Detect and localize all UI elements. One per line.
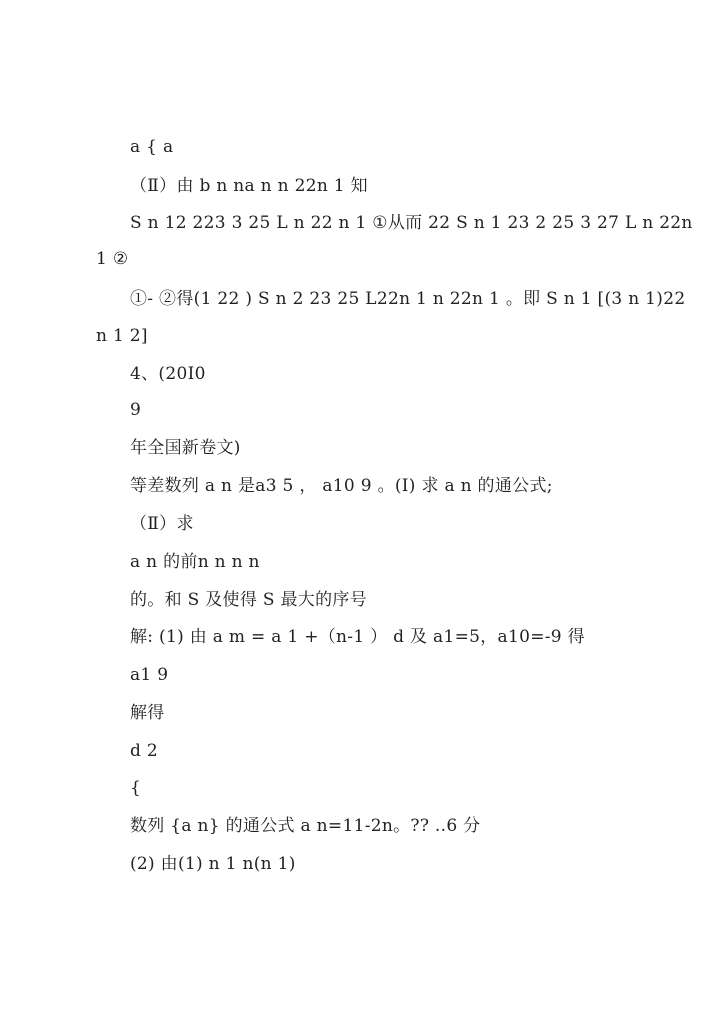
- text-line-3: S n 12 223 3 25 L n 22 n 1 ①从而 22 S n 1 23 2 25 3 27 L n 22n: [130, 213, 693, 233]
- text-line-10: 等差数列 a n 是a3 5 ， a10 9 。(Ⅰ) 求 a n 的通公式;: [130, 476, 553, 496]
- text-line-5: ①- ②得(1 22 ) S n 2 23 25 L22n 1 n 22n 1 。即 S n 1 [(3 n 1)22: [130, 289, 686, 309]
- text-line-2: （Ⅱ）由 b n na n n 22n 1 知: [130, 176, 368, 196]
- text-line-14: 解: (1) 由 a m = a 1 +（n-1 ） d 及 a1=5，a10=-9 得: [130, 627, 585, 647]
- text-line-20: (2) 由(1) n 1 n(n 1): [130, 854, 296, 874]
- text-line-17: d 2: [130, 741, 159, 761]
- text-line-16: 解得: [130, 703, 165, 723]
- text-line-15: a1 9: [130, 665, 169, 685]
- text-line-7: 4、(20I0: [130, 364, 206, 384]
- text-line-4: 1 ②: [96, 249, 129, 269]
- text-line-19: 数列 {a n} 的通公式 a n=11-2n。?? ..6 分: [130, 816, 481, 836]
- text-line-6: n 1 2]: [96, 326, 148, 346]
- text-line-13: 的。和 S 及使得 S 最大的序号: [130, 590, 368, 610]
- text-line-9: 年全国新卷文): [130, 438, 241, 458]
- text-line-18: {: [130, 778, 142, 798]
- text-line-12: a n 的前n n n n: [130, 552, 260, 572]
- text-line-11: （Ⅱ）求: [130, 514, 194, 534]
- text-line-1: a { a: [130, 137, 174, 157]
- text-line-8: 9: [130, 400, 142, 420]
